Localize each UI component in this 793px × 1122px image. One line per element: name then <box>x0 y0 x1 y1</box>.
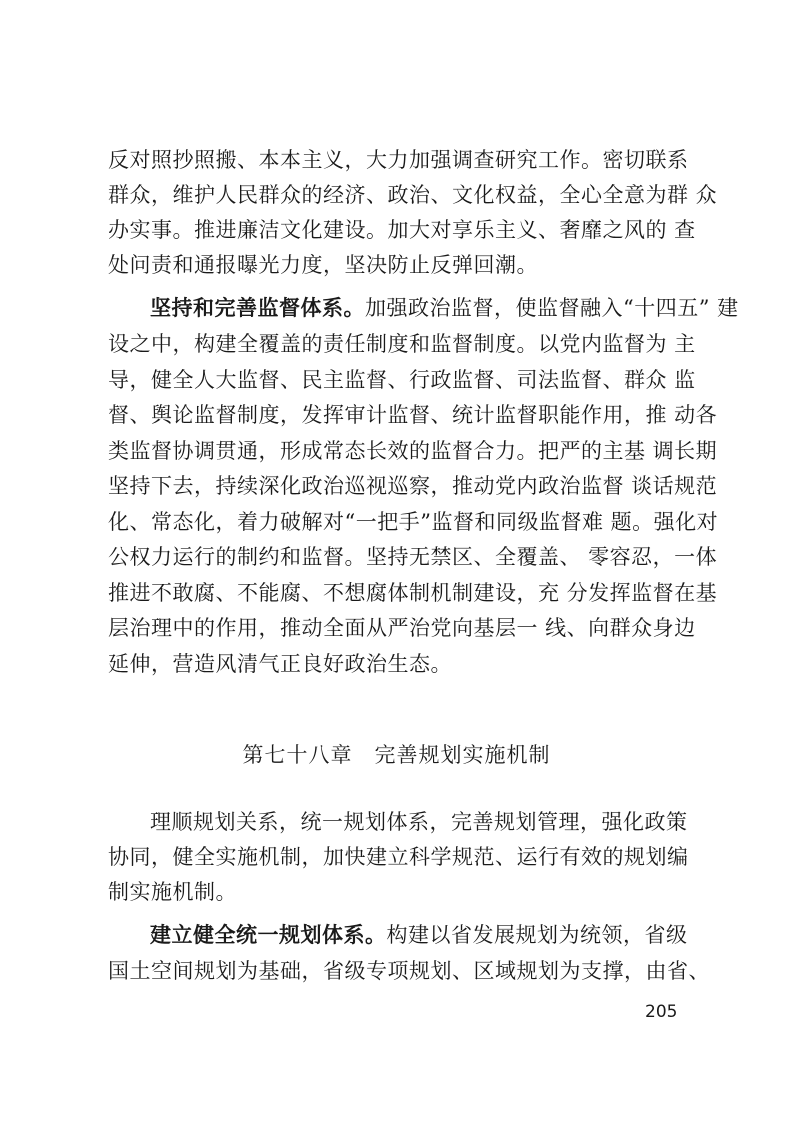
paragraph-2-line-10: 层治理中的作用，推动全面从严治党向基层一 线、向群众身边 <box>108 616 696 640</box>
paragraph-2-line-11: 延伸，营造风清气正良好政治生态。 <box>108 652 452 676</box>
paragraph-2-line-6: 坚持下去，持续深化政治巡视巡察，推动党内政治监督 谈话规范 <box>108 474 718 498</box>
paragraph-2-line-2: 设之中，构建全覆盖的责任制度和监督制度。以党内监督为 主 <box>108 332 696 356</box>
paragraph-2-line-5: 类监督协调贯通，形成常态长效的监督合力。把严的主基 调长期 <box>108 439 718 463</box>
paragraph-2-first-line-text: 加强政治监督，使监督融入“十四五” 建 <box>365 296 739 320</box>
paragraph-2-line-9: 推进不敢腐、不能腐、不想腐体制机制建设，充 分发挥监督在基 <box>108 581 718 605</box>
paragraph-4-first-line-text: 构建以省发展规划为统领，省级 <box>386 923 688 947</box>
paragraph-2-heading: 坚持和完善监督体系。 <box>150 295 365 320</box>
paragraph-3-line-2: 协同，健全实施机制，加快建立科学规范、运行有效的规划编 <box>108 845 689 869</box>
paragraph-2-line-7: 化、常态化，着力破解对“一把手”监督和同级监督难 题。强化对 <box>108 510 719 534</box>
paragraph-2-line-3: 导，健全人大监督、民主监督、行政监督、司法监督、群众 监 <box>108 368 696 392</box>
paragraph-1-line-4: 处问责和通报曝光力度，坚决防止反弹回潮。 <box>108 253 538 277</box>
paragraph-2-line-4: 督、舆论监督制度，发挥审计监督、统计监督职能作用，推 动各 <box>108 403 718 427</box>
paragraph-3-line-1: 理顺规划关系，统一规划体系，完善规划管理，强化政策 <box>150 810 688 834</box>
paragraph-2-line-1 <box>150 294 739 322</box>
paragraph-4-heading: 建立健全统一规划体系。 <box>150 922 387 947</box>
paragraph-2-line-8: 公权力运行的制约和监督。坚持无禁区、全覆盖、 零容忍，一体 <box>108 545 718 569</box>
chapter-title: 第七十八章 完善规划实施机制 <box>242 743 551 767</box>
paragraph-1-line-3: 办实事。推进廉洁文化建设。加大对享乐主义、奢靡之风的 查 <box>108 218 696 242</box>
paragraph-1-line-2: 群众，维护人民群众的经济、政治、文化权益，全心全意为群 众 <box>108 183 718 207</box>
paragraph-3-line-3: 制实施机制。 <box>108 880 237 904</box>
page-number: 205 <box>645 1002 678 1022</box>
paragraph-4-line-2: 国土空间规划为基础，省级专项规划、区域规划为支撑，由省、 <box>108 959 710 983</box>
paragraph-1-line-1: 反对照抄照搬、本本主义，大力加强调查研究工作。密切联系 <box>108 148 689 172</box>
paragraph-4-line-1 <box>150 921 688 949</box>
